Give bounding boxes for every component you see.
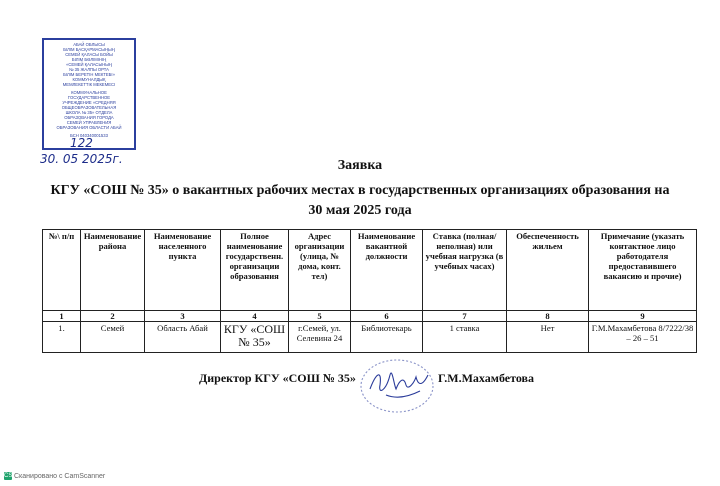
stamp-line: ГОСУДАРСТВЕННОЕ xyxy=(67,95,111,100)
cell-rate: 1 ставка xyxy=(423,322,507,353)
cell-address: г.Семей, ул. Селевина 24 xyxy=(289,322,351,353)
header-cell: Наименование вакантной должности xyxy=(351,230,423,311)
header-cell: Обеспеченность жильем xyxy=(507,230,589,311)
column-number: 5 xyxy=(289,311,351,322)
cell-position: Библиотекарь xyxy=(351,322,423,353)
column-number: 8 xyxy=(507,311,589,322)
column-number-row xyxy=(43,311,697,322)
stamp-line: КОММУНАЛЬНОЕ xyxy=(71,90,107,95)
stamp-line: ОБРАЗОВАНИЯ ОБЛАСТИ АБАЙ xyxy=(56,125,122,130)
header-cell: Примечание (указать контактное лицо работодателя предоставившего вакансию и прочие) xyxy=(589,230,697,311)
stamp-line: КОММУНАЛДЫҚ xyxy=(72,77,106,82)
cell-district: Семей xyxy=(81,322,145,353)
column-number: 9 xyxy=(589,311,697,322)
vacancy-table xyxy=(42,229,697,353)
cell-index: 1. xyxy=(43,322,81,353)
document-title: Заявка xyxy=(337,158,383,173)
stamp-line: СЕМЕЙ УПРАВЛЕНИЯ xyxy=(66,120,112,125)
stamp-line: ОБЩЕОБРАЗОВАТЕЛЬНАЯ xyxy=(61,105,117,110)
stamp-line: УЧРЕЖДЕНИЕ «СРЕДНЯЯ xyxy=(62,100,116,105)
stamp-line: СЕМЕЙ ҚАЛАСЫ БОЙЫ xyxy=(65,52,113,57)
header-cell: Адрес организации (улица, № дома, конт. тел) xyxy=(289,230,351,311)
camscanner-logo-icon: CS xyxy=(4,473,13,479)
column-number: 2 xyxy=(81,311,145,322)
stamp-kz-block xyxy=(45,42,133,87)
stamp-line: БІЛІМ БӨЛІМІНІҢ xyxy=(71,57,107,62)
camscanner-watermark xyxy=(4,472,105,480)
stamp-ru-block xyxy=(45,90,133,130)
director-name: Г.М.Махамбетова xyxy=(438,371,535,385)
camscanner-label: Сканировано с CamScanner xyxy=(14,472,106,480)
column-number: 6 xyxy=(351,311,423,322)
stamp-line: ШКОЛА № 35» ОТДЕЛА xyxy=(65,110,113,115)
cell-organization: КГУ «СОШ № 35» xyxy=(221,322,289,353)
stamp-line: «СЕМЕЙ ҚАЛАСЫНЫҢ xyxy=(66,62,112,67)
stamp-date: 30. 05 2025г. xyxy=(40,152,123,166)
document-subtitle-line2: 30 мая 2025 года xyxy=(308,203,412,218)
signature xyxy=(356,355,438,417)
header-cell: №\ п/п xyxy=(43,230,81,311)
stamp-line: № 35 ЖАЛПЫ ОРТА xyxy=(69,67,109,72)
cell-locality: Область Абай xyxy=(145,322,221,353)
column-number: 3 xyxy=(145,311,221,322)
official-stamp xyxy=(42,38,136,150)
stamp-line: АБАЙ ОБЛЫСЫ xyxy=(73,42,105,47)
table-header-row xyxy=(43,230,697,311)
director-title: Директор КГУ «СОШ № 35» xyxy=(199,371,356,385)
cell-note: Г.М.Махамбетова 8/7222/38 – 26 – 51 xyxy=(589,322,697,353)
header-cell: Наименование населенного пункта xyxy=(145,230,221,311)
header-cell: Наименование района xyxy=(81,230,145,311)
header-cell: Полное наименование государственн. организации образования xyxy=(221,230,289,311)
stamp-line: БІЛІМ БАСҚАРМАСЫНЫҢ xyxy=(63,47,115,52)
stamp-line: ОБРАЗОВАНИЯ ГОРОДА xyxy=(64,115,114,120)
column-number: 4 xyxy=(221,311,289,322)
stamp-number: 122 xyxy=(70,136,93,150)
document-subtitle-line1: КГУ «СОШ № 35» о вакантных рабочих местах в государственных организациях образования на xyxy=(50,183,670,198)
stamp-line: МЕМЛЕКЕТТІК МЕКЕМЕСІ xyxy=(62,82,116,87)
header-cell: Ставка (полная/неполная) или учебная нагрузка (в учебных часах) xyxy=(423,230,507,311)
stamp-line: БІЛІМ БЕРЕТІН МЕКТЕБІ» xyxy=(63,72,115,77)
column-number: 7 xyxy=(423,311,507,322)
table-row xyxy=(43,322,697,353)
column-number: 1 xyxy=(43,311,81,322)
stamp-bin: БСН 040340001533 xyxy=(70,133,108,138)
cell-housing: Нет xyxy=(507,322,589,353)
